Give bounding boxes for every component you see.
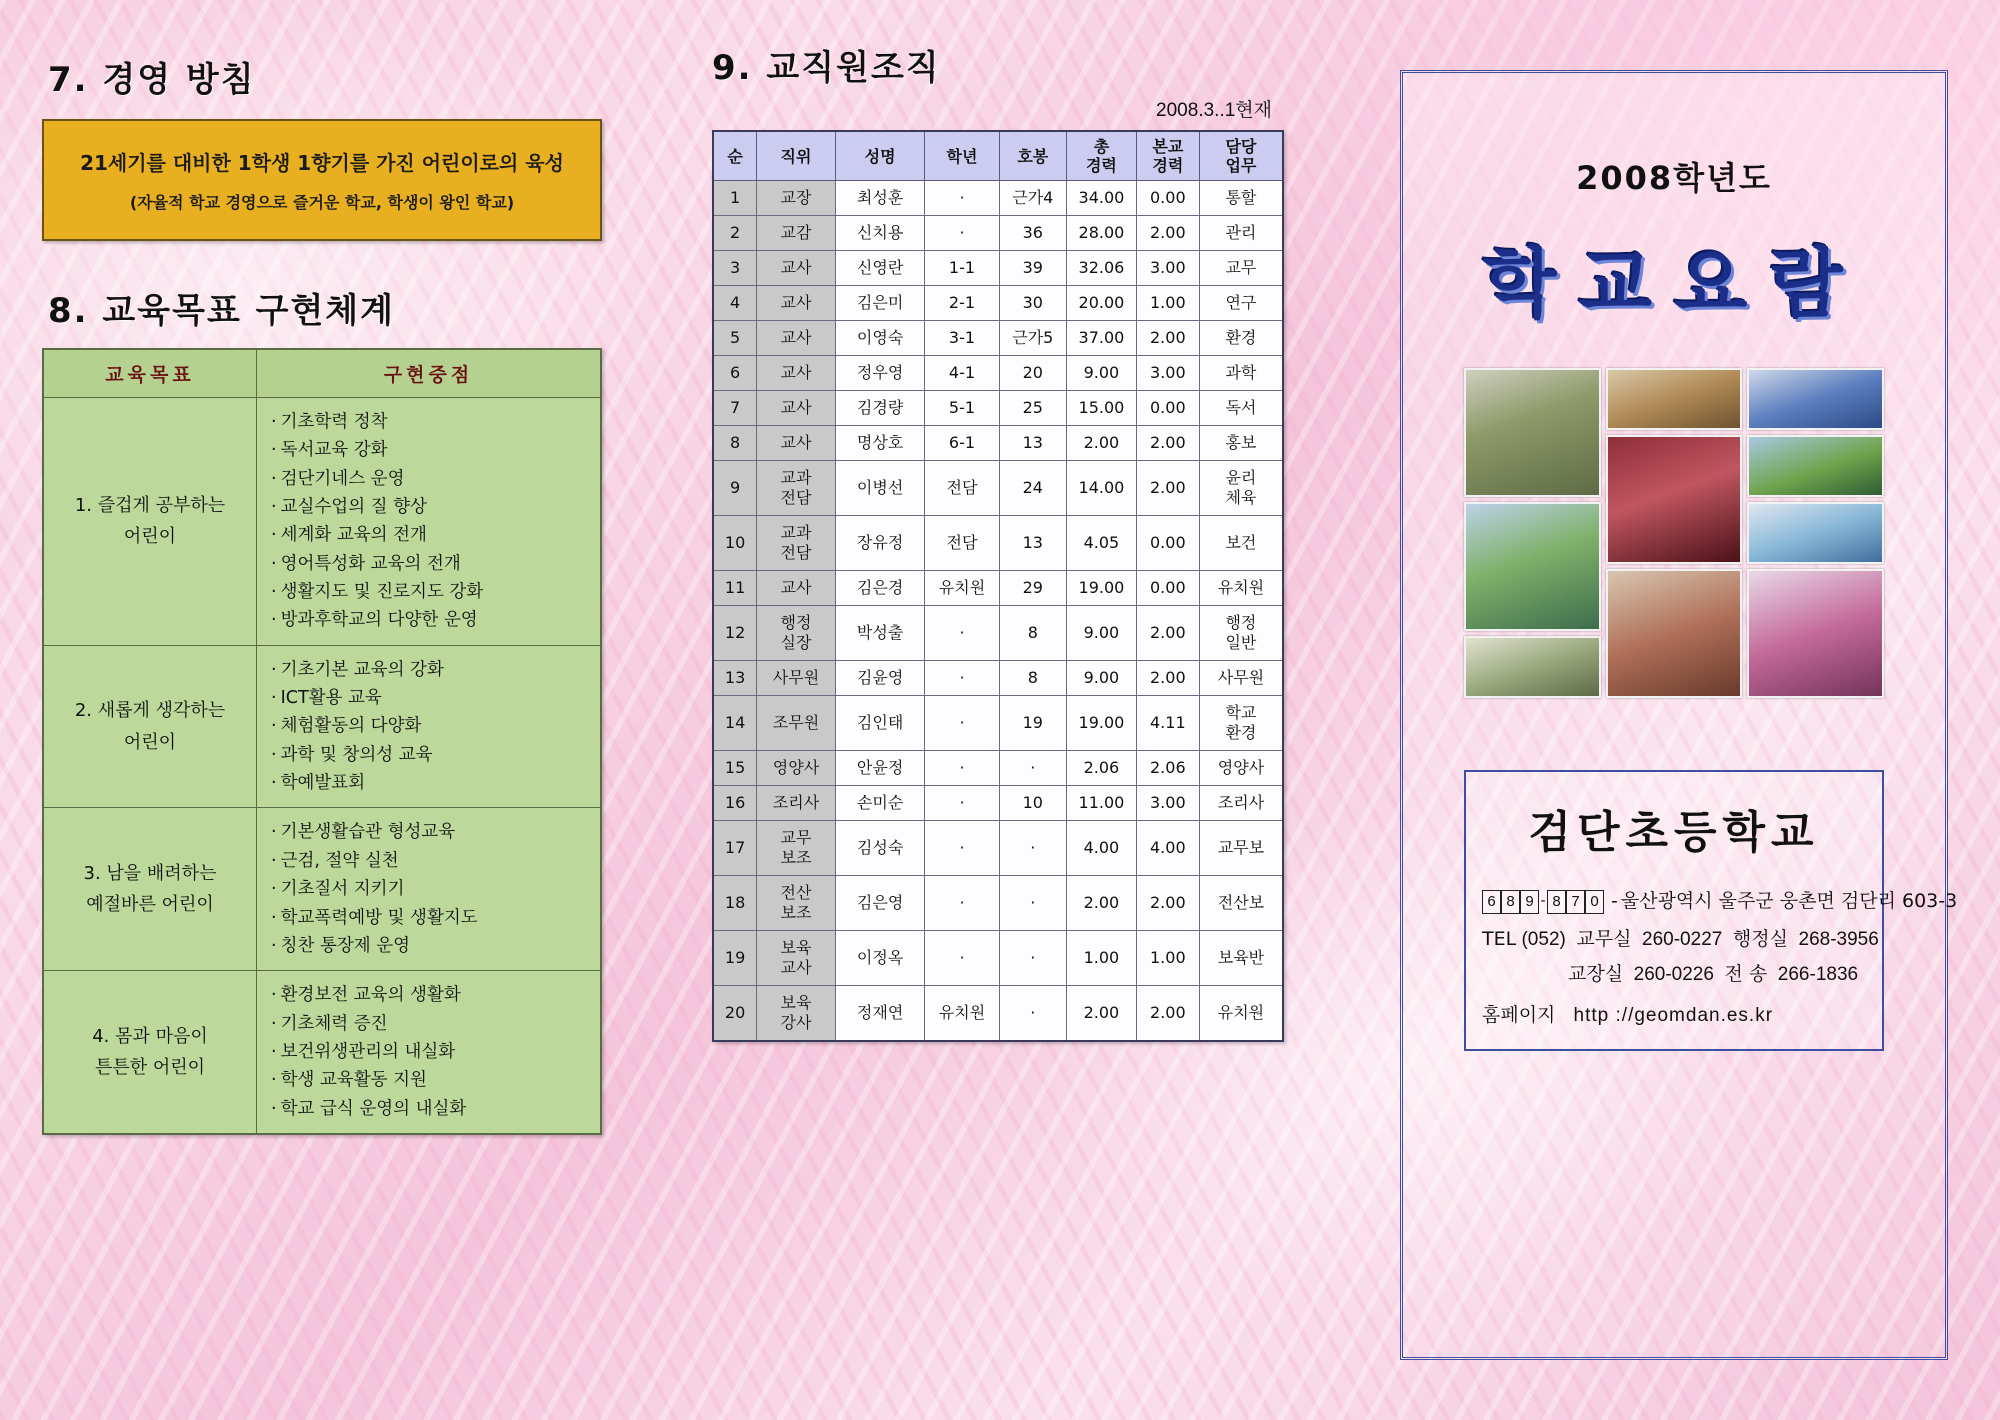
- table-cell: 2.00: [1067, 426, 1137, 461]
- table-cell: 교무 보조: [757, 821, 836, 876]
- left-column: [42, 52, 642, 1135]
- address-line: 6 8 9 - 8 7 0 - 울산광역시 울주군 웅촌면 검단리 603-3: [1482, 886, 1868, 914]
- table-cell: 34.00: [1067, 181, 1137, 216]
- collage-photo: [1747, 435, 1884, 497]
- focus-column-header: 구현중점: [257, 349, 602, 398]
- column-header: 학년: [925, 131, 999, 181]
- table-cell: ·: [999, 931, 1067, 986]
- table-cell: 정재연: [835, 986, 925, 1042]
- collage-photo: [1606, 435, 1743, 564]
- table-cell: ·: [925, 876, 999, 931]
- table-cell: 김성숙: [835, 821, 925, 876]
- table-row: [713, 286, 1283, 321]
- table-cell: 13: [713, 661, 757, 696]
- table-cell: 2.00: [1067, 986, 1137, 1042]
- list-item: · 학교폭력예방 및 생활지도: [271, 904, 592, 932]
- table-cell: ·: [999, 986, 1067, 1042]
- table-cell: 29: [999, 571, 1067, 606]
- cover-title: 학교요람: [1483, 239, 1865, 328]
- table-cell: 교사: [757, 391, 836, 426]
- goal-focus-list: [257, 808, 602, 971]
- table-row: [713, 461, 1283, 516]
- table-row: [713, 606, 1283, 661]
- table-cell: 과학: [1199, 356, 1283, 391]
- homepage-url[interactable]: http ://geomdan.es.kr: [1573, 1004, 1774, 1026]
- policy-line-1: 21세기를 대비한 1학생 1향기를 가진 어린이로의 육성: [80, 151, 564, 175]
- table-cell: 윤리 체육: [1199, 461, 1283, 516]
- table-cell: 0.00: [1136, 571, 1199, 606]
- collage-photo: [1747, 569, 1884, 698]
- section-7-heading: 7. 경영 방침: [48, 60, 256, 100]
- table-row: [713, 786, 1283, 821]
- table-cell: 19: [999, 696, 1067, 751]
- zip-digit: 7: [1566, 890, 1585, 914]
- table-cell: ·: [999, 876, 1067, 931]
- table-cell: 8: [713, 426, 757, 461]
- table-cell: 교무보: [1199, 821, 1283, 876]
- table-cell: ·: [999, 821, 1067, 876]
- table-row: [713, 661, 1283, 696]
- table-cell: 24: [999, 461, 1067, 516]
- list-item: · 기본생활습관 형성교육: [271, 818, 592, 846]
- table-cell: 2.06: [1067, 751, 1137, 786]
- table-cell: 6-1: [925, 426, 999, 461]
- table-cell: 1: [713, 181, 757, 216]
- table-cell: 김은영: [835, 876, 925, 931]
- table-cell: 4: [713, 286, 757, 321]
- table-cell: 14: [713, 696, 757, 751]
- staff-organization-table: [712, 130, 1284, 1042]
- table-cell: 교사: [757, 356, 836, 391]
- column-header: 총 경력: [1067, 131, 1137, 181]
- table-cell: 전산보: [1199, 876, 1283, 931]
- table-cell: 조리사: [757, 786, 836, 821]
- table-row: [713, 696, 1283, 751]
- homepage-line: [1482, 1000, 1868, 1027]
- list-item: · 기초질서 지키기: [271, 875, 592, 903]
- column-header: 본교 경력: [1136, 131, 1199, 181]
- column-header: 직위: [757, 131, 836, 181]
- table-cell: 전담: [925, 516, 999, 571]
- table-cell: 3-1: [925, 321, 999, 356]
- tel-room-label-3: 교장실: [1568, 962, 1624, 985]
- table-cell: 2.00: [1136, 426, 1199, 461]
- table-cell: 3: [713, 251, 757, 286]
- table-cell: 11: [713, 571, 757, 606]
- tel-number-3: 260-0226: [1633, 963, 1714, 985]
- table-cell: 0.00: [1136, 391, 1199, 426]
- table-cell: 유치원: [925, 571, 999, 606]
- table-cell: 보건: [1199, 516, 1283, 571]
- list-item: · 영어특성화 교육의 전개: [271, 550, 592, 578]
- zip-digit: 8: [1547, 890, 1566, 914]
- table-cell: ·: [925, 786, 999, 821]
- table-cell: 4.00: [1136, 821, 1199, 876]
- zip-digit: 8: [1501, 890, 1520, 914]
- collage-photo: [1606, 368, 1743, 430]
- tel-room-label-2: 행정실: [1732, 927, 1788, 950]
- column-header: 호봉: [999, 131, 1067, 181]
- list-item: · 환경보전 교육의 생활화: [271, 981, 592, 1009]
- table-cell: 2: [713, 216, 757, 251]
- list-item: · 기초기본 교육의 강화: [271, 656, 592, 684]
- table-cell: 이병선: [835, 461, 925, 516]
- goal-column-header: 교육목표: [43, 349, 257, 398]
- table-cell: 1-1: [925, 251, 999, 286]
- zip-digit: 9: [1520, 890, 1539, 914]
- table-cell: 25: [999, 391, 1067, 426]
- table-cell: ·: [999, 751, 1067, 786]
- table-cell: 김윤영: [835, 661, 925, 696]
- table-row: [713, 516, 1283, 571]
- table-cell: 19.00: [1067, 696, 1137, 751]
- postal-code: [1482, 890, 1604, 914]
- table-row: [713, 356, 1283, 391]
- table-cell: 연구: [1199, 286, 1283, 321]
- table-cell: 4.00: [1067, 821, 1137, 876]
- table-cell: 교사: [757, 571, 836, 606]
- table-cell: 10: [999, 786, 1067, 821]
- table-cell: 10: [713, 516, 757, 571]
- tel-label: TEL: [1482, 927, 1517, 950]
- table-cell: 교무: [1199, 251, 1283, 286]
- table-cell: 유치원: [925, 986, 999, 1042]
- homepage-label: 홈페이지: [1482, 1003, 1556, 1026]
- table-cell: 보육반: [1199, 931, 1283, 986]
- table-cell: 행정 실장: [757, 606, 836, 661]
- table-cell: 9.00: [1067, 606, 1137, 661]
- table-cell: 근가5: [999, 321, 1067, 356]
- goal-focus-list: [257, 398, 602, 646]
- table-row: [713, 986, 1283, 1042]
- goal-label: 1. 즐겁게 공부하는 어린이: [43, 398, 257, 646]
- table-cell: 김은미: [835, 286, 925, 321]
- policy-line-2: (자율적 학교 경영으로 즐거운 학교, 학생이 왕인 학교): [129, 193, 515, 212]
- table-cell: 사무원: [1199, 661, 1283, 696]
- table-cell: 20: [713, 986, 757, 1042]
- list-item: · 학생 교육활동 지원: [271, 1066, 592, 1094]
- table-cell: ·: [925, 931, 999, 986]
- table-cell: 2.00: [1136, 661, 1199, 696]
- list-item: · 체험활동의 다양화: [271, 712, 592, 740]
- table-cell: 관리: [1199, 216, 1283, 251]
- table-row: [43, 645, 601, 808]
- table-cell: 9.00: [1067, 356, 1137, 391]
- list-item: · 독서교육 강화: [271, 436, 592, 464]
- table-cell: 14.00: [1067, 461, 1137, 516]
- table-cell: 정우영: [835, 356, 925, 391]
- table-row: [713, 571, 1283, 606]
- cover-year: 2008학년도: [1576, 159, 1772, 197]
- table-cell: 20.00: [1067, 286, 1137, 321]
- table-cell: 1.00: [1136, 286, 1199, 321]
- school-contact-box: [1464, 770, 1958, 1051]
- table-cell: 3.00: [1136, 786, 1199, 821]
- table-cell: 4-1: [925, 356, 999, 391]
- list-item: · ICT활용 교육: [271, 684, 592, 712]
- table-row: [43, 808, 601, 971]
- table-cell: 교사: [757, 286, 836, 321]
- address-text: 울산광역시 울주군 웅촌면 검단리 603-3: [1620, 890, 1958, 912]
- table-cell: 16: [713, 786, 757, 821]
- table-cell: 영양사: [1199, 751, 1283, 786]
- table-row: [713, 876, 1283, 931]
- table-cell: 3.00: [1136, 356, 1199, 391]
- table-cell: 전담: [925, 461, 999, 516]
- zip-digit: 0: [1585, 890, 1604, 914]
- table-cell: 박성출: [835, 606, 925, 661]
- column-header: 순: [713, 131, 757, 181]
- list-item: · 검단기네스 운영: [271, 465, 592, 493]
- tel-number-1: 260-0227: [1642, 928, 1723, 950]
- table-cell: 8: [999, 661, 1067, 696]
- table-cell: 2.00: [1136, 321, 1199, 356]
- tel-area-code: (052): [1521, 928, 1566, 950]
- table-cell: 이영숙: [835, 321, 925, 356]
- table-cell: 김은경: [835, 571, 925, 606]
- table-cell: ·: [925, 821, 999, 876]
- table-cell: 2.00: [1136, 986, 1199, 1042]
- tel-room-label-1: 교무실: [1576, 927, 1632, 950]
- zip-digit: 6: [1482, 890, 1501, 914]
- table-cell: 18: [713, 876, 757, 931]
- table-cell: 장유정: [835, 516, 925, 571]
- table-cell: 사무원: [757, 661, 836, 696]
- list-item: · 방과후학교의 다양한 운영: [271, 606, 592, 634]
- table-cell: 행정 일반: [1199, 606, 1283, 661]
- table-cell: 최성훈: [835, 181, 925, 216]
- list-item: · 학예발표회: [271, 769, 592, 797]
- table-cell: ·: [925, 606, 999, 661]
- collage-photo: [1606, 569, 1743, 698]
- table-cell: 9: [713, 461, 757, 516]
- table-cell: 30: [999, 286, 1067, 321]
- table-cell: 학교 환경: [1199, 696, 1283, 751]
- column-header: 성명: [835, 131, 925, 181]
- table-cell: 독서: [1199, 391, 1283, 426]
- table-cell: 유치원: [1199, 571, 1283, 606]
- list-item: · 세계화 교육의 전개: [271, 521, 592, 549]
- table-cell: 김경량: [835, 391, 925, 426]
- list-item: · 보건위생관리의 내실화: [271, 1038, 592, 1066]
- collage-photo: [1464, 502, 1601, 631]
- table-cell: 12: [713, 606, 757, 661]
- table-cell: 37.00: [1067, 321, 1137, 356]
- table-cell: 5: [713, 321, 757, 356]
- table-cell: ·: [925, 181, 999, 216]
- table-cell: 신치용: [835, 216, 925, 251]
- table-cell: 교감: [757, 216, 836, 251]
- table-cell: 0.00: [1136, 516, 1199, 571]
- school-name: 검단초등학교: [1528, 807, 1820, 858]
- management-policy-box: [42, 119, 602, 241]
- table-cell: 15: [713, 751, 757, 786]
- table-cell: 2.00: [1136, 216, 1199, 251]
- table-cell: 1.00: [1136, 931, 1199, 986]
- list-item: · 학교 급식 운영의 내실화: [271, 1095, 592, 1123]
- cover-panel: [1400, 70, 1958, 1360]
- table-cell: 교장: [757, 181, 836, 216]
- goal-label: 3. 남을 배려하는 예절바른 어린이: [43, 808, 257, 971]
- table-cell: 4.05: [1067, 516, 1137, 571]
- table-cell: 32.06: [1067, 251, 1137, 286]
- table-row: [713, 821, 1283, 876]
- table-cell: 환경: [1199, 321, 1283, 356]
- table-cell: 유치원: [1199, 986, 1283, 1042]
- collage-photo: [1464, 636, 1601, 698]
- table-cell: 28.00: [1067, 216, 1137, 251]
- table-cell: 6: [713, 356, 757, 391]
- table-row: [713, 251, 1283, 286]
- table-cell: 조리사: [1199, 786, 1283, 821]
- table-cell: 13: [999, 516, 1067, 571]
- table-cell: 명상호: [835, 426, 925, 461]
- table-row: [713, 391, 1283, 426]
- table-row: [713, 751, 1283, 786]
- tel-number-2: 268-3956: [1798, 928, 1879, 950]
- list-item: · 과학 및 창의성 교육: [271, 741, 592, 769]
- table-cell: 보육 교사: [757, 931, 836, 986]
- list-item: · 생활지도 및 진로지도 강화: [271, 578, 592, 606]
- table-cell: 2.00: [1067, 876, 1137, 931]
- table-cell: ·: [925, 751, 999, 786]
- table-cell: 조무원: [757, 696, 836, 751]
- table-cell: 3.00: [1136, 251, 1199, 286]
- table-row: [713, 426, 1283, 461]
- table-cell: 보육 강사: [757, 986, 836, 1042]
- list-item: · 칭찬 통장제 운영: [271, 932, 592, 960]
- table-cell: ·: [925, 216, 999, 251]
- table-cell: 13: [999, 426, 1067, 461]
- table-cell: 교과 전담: [757, 461, 836, 516]
- tel-line-2: [1482, 959, 1868, 986]
- table-cell: 손미순: [835, 786, 925, 821]
- table-cell: 이정옥: [835, 931, 925, 986]
- table-cell: 홍보: [1199, 426, 1283, 461]
- list-item: · 기초체력 증진: [271, 1010, 592, 1038]
- table-cell: 0.00: [1136, 181, 1199, 216]
- table-cell: 교사: [757, 426, 836, 461]
- table-cell: 5-1: [925, 391, 999, 426]
- table-cell: 19: [713, 931, 757, 986]
- table-cell: 20: [999, 356, 1067, 391]
- education-goal-table: [42, 348, 602, 1135]
- table-cell: 전산 보조: [757, 876, 836, 931]
- table-cell: 19.00: [1067, 571, 1137, 606]
- table-cell: 9.00: [1067, 661, 1137, 696]
- table-row: [713, 216, 1283, 251]
- table-header-row: [43, 349, 601, 398]
- table-cell: 2.00: [1136, 461, 1199, 516]
- collage-photo: [1747, 368, 1884, 430]
- table-cell: 교과 전담: [757, 516, 836, 571]
- table-cell: ·: [925, 661, 999, 696]
- as-of-date: 2008.3..1현재: [1156, 100, 1272, 121]
- table-row: [43, 971, 601, 1134]
- fax-number: 266-1836: [1777, 963, 1859, 985]
- table-row: [713, 321, 1283, 356]
- table-cell: 안윤정: [835, 751, 925, 786]
- table-cell: 교사: [757, 251, 836, 286]
- table-cell: ·: [925, 696, 999, 751]
- list-item: · 교실수업의 질 향상: [271, 493, 592, 521]
- fax-label: 전 송: [1724, 962, 1768, 985]
- list-item: · 근검, 절약 실천: [271, 847, 592, 875]
- goal-label: 2. 새롭게 생각하는 어린이: [43, 645, 257, 808]
- table-cell: 17: [713, 821, 757, 876]
- table-cell: 김인태: [835, 696, 925, 751]
- goal-focus-list: [257, 645, 602, 808]
- column-header: 담당 업무: [1199, 131, 1283, 181]
- table-header-row: [713, 131, 1283, 181]
- table-cell: 교사: [757, 321, 836, 356]
- table-cell: 근가4: [999, 181, 1067, 216]
- table-cell: 2.06: [1136, 751, 1199, 786]
- table-cell: 2.00: [1136, 876, 1199, 931]
- table-cell: 15.00: [1067, 391, 1137, 426]
- section-8-heading: 8. 교육목표 구현체계: [48, 291, 395, 331]
- cover-photo-collage: [1464, 368, 1884, 698]
- zip-separator: -: [1539, 890, 1547, 912]
- collage-photo: [1464, 368, 1601, 497]
- table-row: [713, 931, 1283, 986]
- section-9-heading: 9. 교직원조직: [712, 48, 941, 88]
- goal-label: 4. 몸과 마음이 튼튼한 어린이: [43, 971, 257, 1134]
- table-cell: 영양사: [757, 751, 836, 786]
- table-cell: 통할: [1199, 181, 1283, 216]
- table-cell: 1.00: [1067, 931, 1137, 986]
- collage-photo: [1747, 502, 1884, 564]
- table-cell: 8: [999, 606, 1067, 661]
- list-item: · 기초학력 정착: [271, 408, 592, 436]
- table-cell: 2-1: [925, 286, 999, 321]
- table-cell: 2.00: [1136, 606, 1199, 661]
- tel-line-1: [1482, 924, 1879, 951]
- table-cell: 36: [999, 216, 1067, 251]
- table-cell: 7: [713, 391, 757, 426]
- middle-column: [712, 40, 1312, 1042]
- table-cell: 신영란: [835, 251, 925, 286]
- table-row: [713, 181, 1283, 216]
- goal-focus-list: [257, 971, 602, 1134]
- table-cell: 4.11: [1136, 696, 1199, 751]
- table-cell: 11.00: [1067, 786, 1137, 821]
- table-row: [43, 398, 601, 646]
- table-cell: 39: [999, 251, 1067, 286]
